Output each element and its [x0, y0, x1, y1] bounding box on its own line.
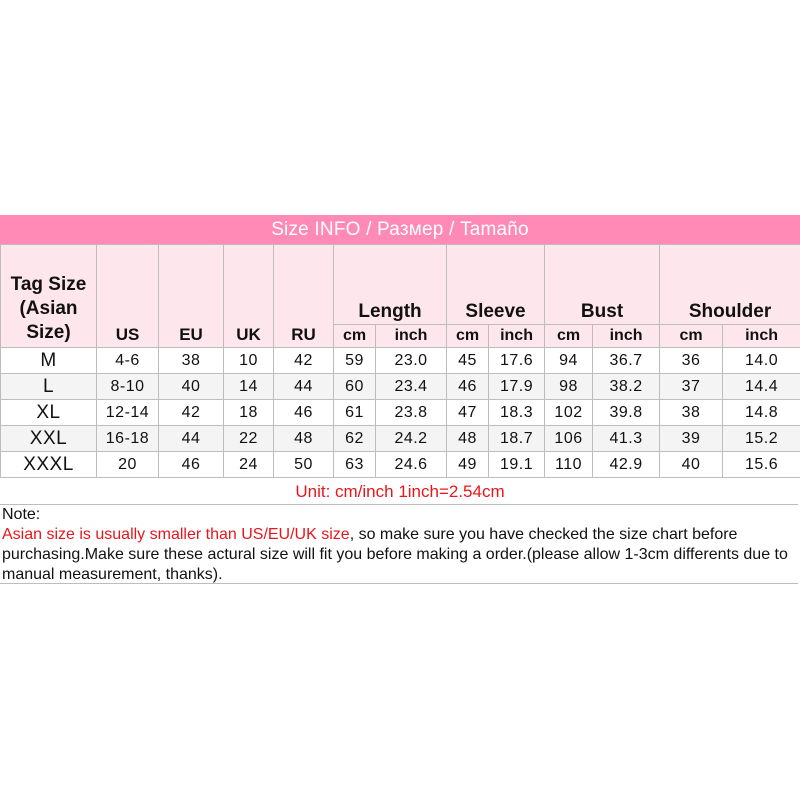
length-inch-cell: 24.2: [376, 426, 447, 452]
bust-inch-cell: 41.3: [593, 426, 660, 452]
eu-cell: 40: [159, 374, 224, 400]
table-row: [1, 374, 800, 400]
bust-cm-cell: 102: [545, 400, 593, 426]
shoulder-cm-cell: 40: [660, 452, 723, 478]
bust-cm-cell: 94: [545, 348, 593, 374]
shoulder-cm-cell: 39: [660, 426, 723, 452]
bust-cm-cell: 106: [545, 426, 593, 452]
eu-cell: 38: [159, 348, 224, 374]
length-header: Length: [334, 245, 447, 325]
tag-cell: XXXL: [1, 452, 97, 478]
tag-cell: L: [1, 374, 97, 400]
uk-header: UK: [224, 245, 274, 348]
sleeve-inch-header: inch: [489, 325, 545, 348]
us-cell: 16-18: [97, 426, 159, 452]
shoulder-inch-cell: 14.8: [723, 400, 800, 426]
us-header: US: [97, 245, 159, 348]
sleeve-inch-cell: 18.3: [489, 400, 545, 426]
shoulder-inch-header: inch: [723, 325, 800, 348]
shoulder-inch-cell: 15.6: [723, 452, 800, 478]
note-block: [0, 504, 798, 584]
bust-cm-cell: 110: [545, 452, 593, 478]
unit-note: Unit: cm/inch 1inch=2.54cm: [295, 482, 505, 501]
length-inch-header: inch: [376, 325, 447, 348]
sleeve-cm-header: cm: [447, 325, 489, 348]
sleeve-cm-cell: 47: [447, 400, 489, 426]
length-inch-cell: 23.8: [376, 400, 447, 426]
shoulder-inch-cell: 14.4: [723, 374, 800, 400]
length-cm-cell: 61: [334, 400, 376, 426]
uk-cell: 24: [224, 452, 274, 478]
note-label: Note:: [2, 506, 41, 523]
ru-header: RU: [274, 245, 334, 348]
table-row: [1, 400, 800, 426]
table-row: [1, 452, 800, 478]
length-cm-cell: 59: [334, 348, 376, 374]
tag-size-header: Tag Size (Asian Size): [1, 245, 97, 348]
shoulder-cm-cell: 37: [660, 374, 723, 400]
length-cm-cell: 62: [334, 426, 376, 452]
ru-cell: 48: [274, 426, 334, 452]
shoulder-header: Shoulder: [660, 245, 800, 325]
us-cell: 8-10: [97, 374, 159, 400]
tag-cell: XXL: [1, 426, 97, 452]
length-inch-cell: 23.4: [376, 374, 447, 400]
uk-cell: 10: [224, 348, 274, 374]
tag-cell: XL: [1, 400, 97, 426]
size-chart-table: [0, 244, 800, 478]
us-cell: 4-6: [97, 348, 159, 374]
bust-inch-header: inch: [593, 325, 660, 348]
length-cm-cell: 60: [334, 374, 376, 400]
ru-cell: 50: [274, 452, 334, 478]
note-black-text: , so make sure you have checked the size chart before purchasing.Make sure these actural size will fit you before making a order.(please allow 1-3cm differents due to manual measurement, thanks).: [2, 526, 788, 583]
bust-inch-cell: 38.2: [593, 374, 660, 400]
ru-cell: 44: [274, 374, 334, 400]
table-row: [1, 426, 800, 452]
sleeve-cm-cell: 45: [447, 348, 489, 374]
length-inch-cell: 23.0: [376, 348, 447, 374]
size-rows: [1, 348, 800, 478]
bust-inch-cell: 42.9: [593, 452, 660, 478]
sleeve-header: Sleeve: [447, 245, 545, 325]
sleeve-inch-cell: 17.9: [489, 374, 545, 400]
bust-cm-header: cm: [545, 325, 593, 348]
note-red-text: Asian size is usually smaller than US/EU/UK size: [2, 526, 350, 543]
table-row: [1, 348, 800, 374]
bust-cm-cell: 98: [545, 374, 593, 400]
bust-header: Bust: [545, 245, 660, 325]
us-cell: 20: [97, 452, 159, 478]
eu-cell: 44: [159, 426, 224, 452]
sleeve-cm-cell: 49: [447, 452, 489, 478]
size-info-title: Size INFO / Размер / Tamaño: [0, 215, 800, 244]
us-cell: 12-14: [97, 400, 159, 426]
shoulder-inch-cell: 15.2: [723, 426, 800, 452]
uk-cell: 14: [224, 374, 274, 400]
note-text: [2, 525, 798, 585]
shoulder-cm-header: cm: [660, 325, 723, 348]
eu-header: EU: [159, 245, 224, 348]
length-cm-header: cm: [334, 325, 376, 348]
ru-cell: 46: [274, 400, 334, 426]
ru-cell: 42: [274, 348, 334, 374]
shoulder-cm-cell: 36: [660, 348, 723, 374]
uk-cell: 22: [224, 426, 274, 452]
eu-cell: 46: [159, 452, 224, 478]
sleeve-cm-cell: 48: [447, 426, 489, 452]
eu-cell: 42: [159, 400, 224, 426]
length-cm-cell: 63: [334, 452, 376, 478]
length-inch-cell: 24.6: [376, 452, 447, 478]
sleeve-inch-cell: 19.1: [489, 452, 545, 478]
sleeve-inch-cell: 18.7: [489, 426, 545, 452]
bust-inch-cell: 39.8: [593, 400, 660, 426]
sleeve-inch-cell: 17.6: [489, 348, 545, 374]
tag-cell: M: [1, 348, 97, 374]
shoulder-cm-cell: 38: [660, 400, 723, 426]
shoulder-inch-cell: 14.0: [723, 348, 800, 374]
uk-cell: 18: [224, 400, 274, 426]
sleeve-cm-cell: 46: [447, 374, 489, 400]
bust-inch-cell: 36.7: [593, 348, 660, 374]
